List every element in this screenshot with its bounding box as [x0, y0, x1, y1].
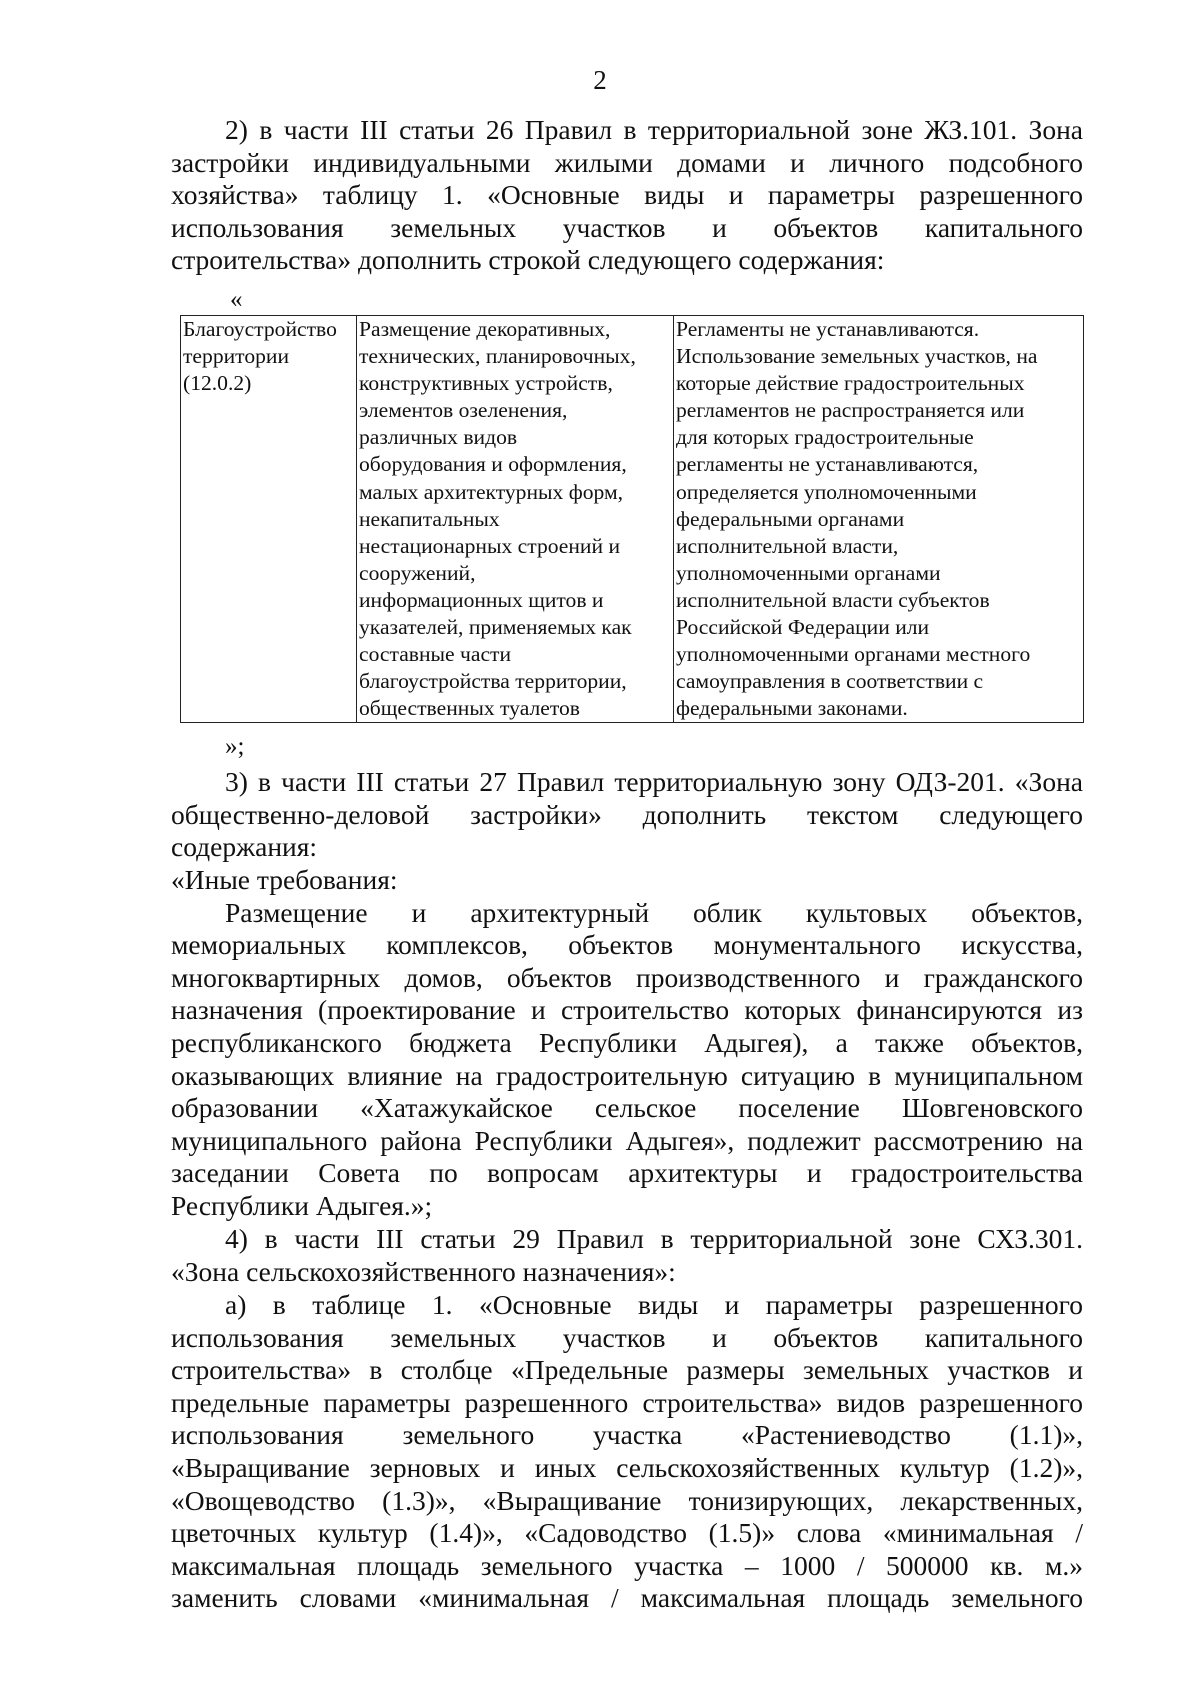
cell-line: уполномоченными органами: [676, 560, 941, 585]
cell-line: федеральными органами: [676, 506, 905, 531]
cell-line: которые действие градостроительных: [676, 371, 1025, 396]
paragraph-line: 4) в части III статьи 29 Правил в территориальной зоне СХЗ.301.: [225, 1223, 1083, 1254]
paragraph-line: застройки индивидуальными жилыми домами и личного подсобного: [171, 146, 1083, 178]
cell-line: определяется уполномоченными: [676, 479, 977, 504]
cell-line: Размещение декоративных,: [359, 317, 611, 341]
cell-line: некапитальных: [359, 506, 500, 531]
cell-line: малых архитектурных форм,: [359, 479, 624, 504]
paragraph-line: хозяйства» таблицу 1. «Основные виды и параметры разрешенного: [171, 179, 1083, 211]
paragraph-line: предельные параметры разрешенного строительства» видов разрешенного: [171, 1386, 1083, 1418]
close-quote: »;: [225, 733, 245, 760]
paragraph-line: строительства» в столбце «Предельные размеры земельных участков и: [171, 1354, 1083, 1386]
paragraph-line: максимальная площадь земельного участка – 1000 / 500000 кв. м.»: [171, 1549, 1083, 1581]
paragraph-line: общественно-деловой застройки» дополнить текстом следующего: [171, 798, 1083, 830]
paragraph-line: 2) в части III статьи 26 Правил в территориальной зоне ЖЗ.101. Зона: [225, 114, 1083, 145]
cell-line: регламенты не устанавливаются,: [676, 452, 979, 477]
cell-line: информационных щитов и: [359, 587, 604, 612]
item-2-paragraph: [171, 114, 1083, 277]
paragraph-line: цветочных культур (1.4)», «Садоводство (1.5)» слова «минимальная /: [171, 1517, 1083, 1549]
open-quote: «: [230, 286, 243, 313]
cell-line: оборудования и оформления,: [359, 452, 627, 477]
cell-line: территории: [183, 344, 290, 369]
cell-line: Регламенты не устанавливаются.: [676, 317, 980, 341]
cell-line: (12.0.2): [183, 371, 252, 396]
paragraph-line: 3) в части III статьи 27 Правил территориальную зону ОДЗ-201. «Зона: [225, 766, 1083, 797]
table-cell-description: [357, 316, 674, 723]
cell-line: Использование земельных участков, на: [676, 344, 1038, 369]
paragraph-line: Республики Адыгея.»;: [171, 1189, 433, 1221]
paragraph-line: оказывающих влияние на градостроительную ситуацию в муниципальном: [171, 1059, 1083, 1091]
cell-line: указателей, применяемых как: [359, 615, 632, 640]
land-use-table: [180, 315, 1084, 723]
cell-line: сооружений,: [359, 560, 476, 585]
item-3-paragraph: [171, 766, 1083, 864]
paragraph-line: «Зона сельскохозяйственного назначения»:: [171, 1255, 676, 1287]
paragraph-line: использования земельных участков и объектов капитального: [171, 211, 1083, 243]
paragraph-line: содержания:: [171, 831, 318, 863]
paragraph-line: Размещение и архитектурный облик культовых объектов,: [225, 896, 1083, 928]
cell-line: федеральными законами.: [676, 696, 908, 721]
cell-line: общественных туалетов: [359, 696, 580, 721]
cell-line: самоуправления в соответствии с: [676, 669, 984, 694]
paragraph-line: «Выращивание зерновых и иных сельскохозяйственных культур (1.2)»,: [171, 1451, 1083, 1483]
paragraph-line: строительства» дополнить строкой следующего содержания:: [171, 244, 885, 276]
paragraph-line: образовании «Хатажукайское сельское поселение Шовгеновского: [171, 1092, 1083, 1124]
table-row: [181, 316, 1084, 723]
page-number: 2: [593, 65, 607, 95]
cell-line: уполномоченными органами местного: [676, 642, 1031, 667]
paragraph-line: использования земельного участка «Растениеводство (1.1)»,: [171, 1419, 1083, 1451]
item-4-paragraph: [171, 1223, 1083, 1288]
paragraph-line: использования земельных участков и объектов капитального: [171, 1321, 1083, 1353]
table-cell-regulations: [674, 316, 1084, 723]
cell-line: благоустройства территории,: [359, 669, 627, 694]
paragraph-line: муниципального района Республики Адыгея», подлежит рассмотрению на: [171, 1124, 1083, 1156]
cell-line: исполнительной власти субъектов: [676, 587, 990, 612]
paragraph-line: заседании Совета по вопросам архитектуры и градостроительства: [171, 1157, 1083, 1189]
paragraph-line: республиканского бюджета Республики Адыгея), а также объектов,: [171, 1026, 1083, 1058]
item-4a-paragraph: [171, 1289, 1083, 1615]
cell-line: исполнительной власти,: [676, 533, 899, 558]
paragraph-line: мемориальных комплексов, объектов монументального искусства,: [171, 929, 1083, 961]
cell-line: конструктивных устройств,: [359, 371, 613, 396]
cell-line: регламентов не распространяется или: [676, 398, 1025, 423]
cell-line: Российской Федерации или: [676, 615, 930, 640]
cell-line: нестационарных строений и: [359, 533, 621, 558]
cell-line: составные части: [359, 642, 512, 667]
paragraph-line: многоквартирных домов, объектов производственного и гражданского: [171, 961, 1083, 993]
other-requirements: [171, 864, 1083, 1223]
paragraph-line: «Овощеводство (1.3)», «Выращивание тонизирующих, лекарственных,: [171, 1484, 1083, 1516]
paragraph-line: а) в таблице 1. «Основные виды и параметры разрешенного: [225, 1289, 1083, 1320]
other-requirements-heading: «Иные требования:: [171, 864, 398, 895]
cell-line: различных видов: [359, 425, 518, 450]
cell-line: элементов озеленения,: [359, 398, 568, 423]
cell-line: Благоустройство: [183, 317, 337, 341]
paragraph-line: заменить словами «минимальная / максимальная площадь земельного: [171, 1582, 1083, 1614]
cell-line: технических, планировочных,: [359, 344, 636, 369]
paragraph-line: назначения (проектирование и строительство которых финансируются из: [171, 994, 1083, 1026]
table-cell-use-type: [181, 316, 357, 723]
cell-line: для которых градостроительные: [676, 425, 974, 450]
